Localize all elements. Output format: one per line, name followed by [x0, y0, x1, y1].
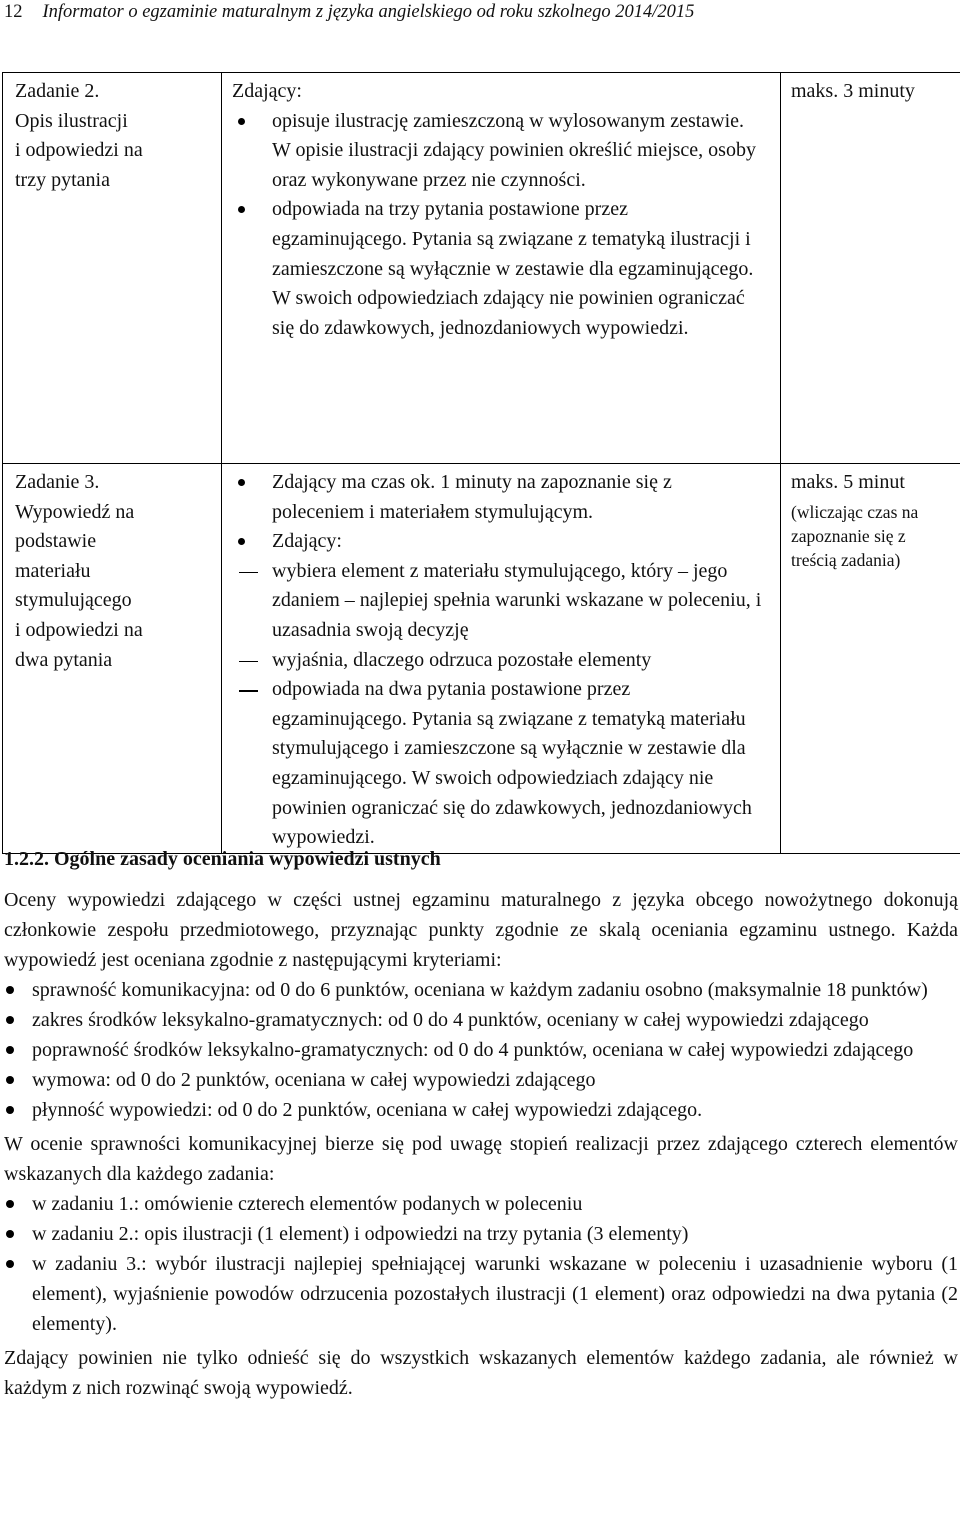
criterion-item: płynność wypowiedzi: od 0 do 2 punktów, oceniana w całej wypowiedzi zdającego.: [4, 1095, 958, 1125]
criterion-item: wymowa: od 0 do 2 punktów, oceniana w całej wypowiedzi zdającego: [4, 1065, 958, 1095]
task2-row: [3, 73, 960, 464]
task3-bullet-list: [232, 468, 766, 557]
task3-title-line: materiału: [15, 559, 91, 582]
element-item: w zadaniu 2.: opis ilustracji (1 element) i odpowiedzi na trzy pytania (3 elementy): [4, 1219, 958, 1249]
section-paragraph: W ocenie sprawności komunikacyjnej bierze się pod uwagę stopień realizacji przez zdającego czterech elementów wskazanych dla każdego zadania:: [4, 1133, 958, 1185]
running-title: Informator o egzaminie maturalnym z języka angielskiego od roku szkolnego 2014/2015: [42, 2, 695, 22]
task3-time: maks. 5 minut: [791, 471, 905, 493]
section-paragraph: Zdający powinien nie tylko odnieść się do wszystkich wskazanych elementów każdego zadania, ale również w każdym z nich rozwinąć swoją wypowiedź.: [4, 1347, 958, 1399]
task2-title-line: Zadanie 2.: [15, 80, 100, 102]
page-number: 12: [4, 2, 23, 22]
task2-bullet: odpowiada na trzy pytania postawione przez egzaminującego. Pytania są związane z tematyką ilustracji i zamieszczone są wyłącznie w zestawie dla egzaminującego. W swoich odpowiedziach zdający nie powinien ograniczać się do zdawkowych, jednozdaniowych wypowiedzi.: [232, 195, 766, 343]
task3-bullet: Zdający ma czas ok. 1 minuty na zapoznanie się z poleceniem i materiałem stymulującym.: [232, 468, 766, 527]
criteria-list: [4, 975, 958, 1125]
task3-dash-item: odpowiada na dwa pytania postawione przez egzaminującego. Pytania są związane z tematyką materiału stymulującego i zamieszczone są wyłącznie w zestawie dla egzaminującego. W swoich odpowiedziach zdający nie powinien ograniczać się do zdawkowych, jednozdaniowych wypowiedzi.: [232, 675, 766, 853]
task2-bullet-list: [232, 107, 766, 344]
task3-title-line: stymulującego: [15, 589, 132, 612]
task3-title-cell: [3, 464, 222, 854]
task2-time-cell: [781, 73, 960, 464]
tasks-table: [2, 72, 960, 854]
task3-title-line: Wypowiedź na: [15, 500, 135, 523]
elements-list: [4, 1189, 958, 1339]
section-body: [4, 885, 958, 1403]
criterion-item: sprawność komunikacyjna: od 0 do 6 punktów, oceniana w każdym zadaniu osobno (maksymalnie 18 punktów): [4, 975, 958, 1005]
task3-dash-item: wybiera element z materiału stymulującego, który – jego zdaniem – najlepiej spełnia warunki wskazane w poleceniu, i uzasadnia swoją decyzję: [232, 557, 766, 646]
task3-title-line: podstawie: [15, 530, 97, 553]
section-heading: 1.2.2. Ogólne zasady oceniania wypowiedzi ustnych: [4, 848, 441, 870]
criterion-item: poprawność środków leksykalno-gramatycznych: od 0 do 4 punktów, oceniana w całej wypowiedzi zdającego: [4, 1035, 958, 1065]
task2-bullet: opisuje ilustrację zamieszczoną w wylosowanym zestawie. W opisie ilustracji zdający powinien określić miejsce, osoby oraz wykonywane przez nie czynności.: [232, 107, 766, 196]
task3-title-line: i odpowiedzi na: [15, 618, 143, 641]
task3-bullet: Zdający:: [232, 527, 766, 557]
task2-title-line: trzy pytania: [15, 168, 110, 191]
task2-title-line: Opis ilustracji: [15, 109, 128, 132]
task2-time: maks. 3 minuty: [791, 80, 915, 102]
element-item: w zadaniu 1.: omówienie czterech elementów podanych w poleceniu: [4, 1189, 958, 1219]
task2-title-cell: [3, 73, 222, 464]
section-paragraph: Oceny wypowiedzi zdającego w części ustnej egzaminu maturalnego z języka obcego nowożytnego dokonują członkowie zespołu przedmiotowego, przyznając punkty zgodnie ze skalą oceniania egzaminu ustnego. Każda wypowiedź jest oceniana zgodnie z następującymi kryteriami:: [4, 889, 958, 971]
task2-title-line: i odpowiedzi na: [15, 139, 143, 162]
task3-dash-list: [232, 557, 766, 853]
task2-intro: Zdający:: [232, 80, 302, 102]
task3-description-cell: [222, 464, 781, 854]
task2-description-cell: [222, 73, 781, 464]
criterion-item: zakres środków leksykalno-gramatycznych: od 0 do 4 punktów, oceniany w całej wypowiedzi zdającego: [4, 1005, 958, 1035]
task3-title-line: dwa pytania: [15, 648, 113, 671]
task3-time-note: (wliczając czas na zapoznanie się z treścią zadania): [791, 501, 919, 570]
task3-row: [3, 464, 960, 854]
task3-dash-item: wyjaśnia, dlaczego odrzuca pozostałe elementy: [232, 646, 766, 676]
element-item: w zadaniu 3.: wybór ilustracji najlepiej spełniającej warunki wskazane w poleceniu i uzasadnienie wyboru (1 element), wyjaśnienie powodów odrzucenia pozostałych ilustracji (1 element) oraz odpowiedzi na dwa pytania (2 elementy).: [4, 1249, 958, 1339]
task3-title-line: Zadanie 3.: [15, 471, 100, 493]
page-header: [4, 0, 694, 24]
task3-time-cell: [781, 464, 960, 854]
